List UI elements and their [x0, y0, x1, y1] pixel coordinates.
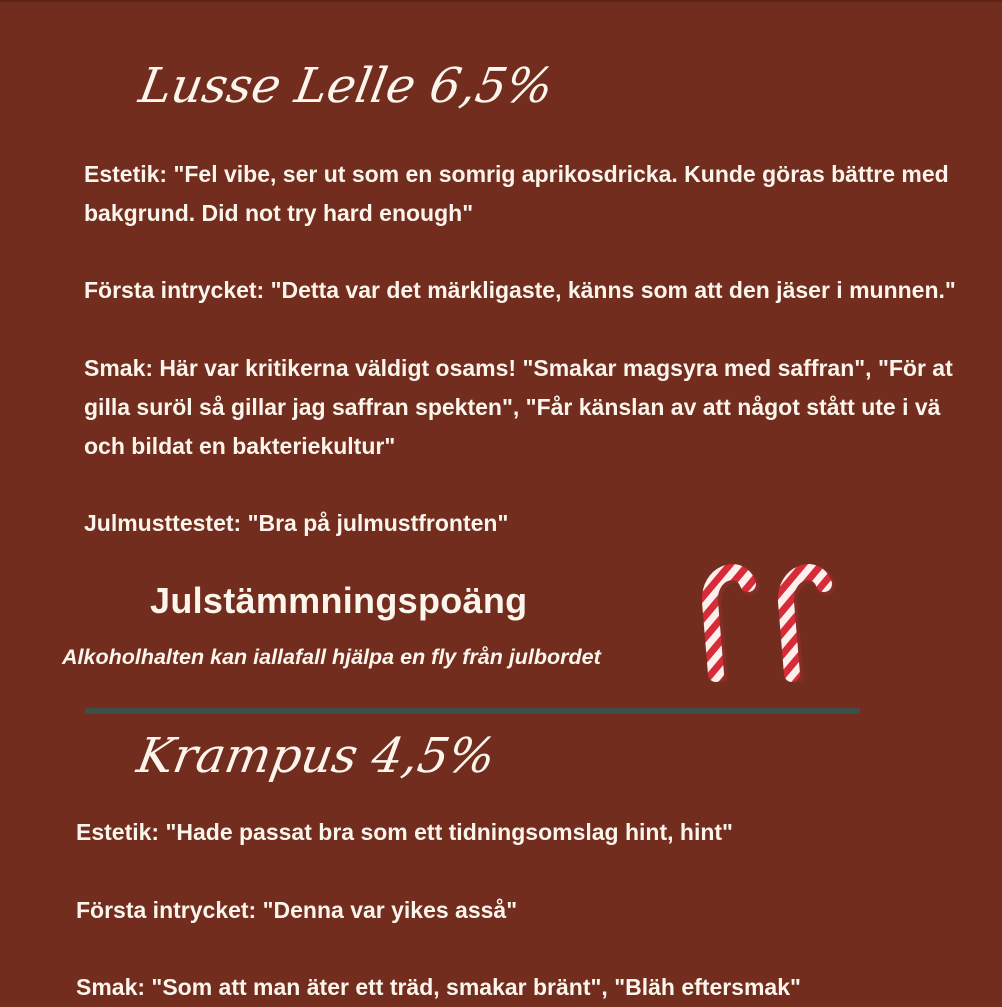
review-text-krampus: Estetik: "Hade passat bra som ett tidningsomslag hint, hint" Första intrycket: "Denna var yikes asså" Smak: "Som att man äter ett träd, smakar bränt", "Bläh eftersmak" — [76, 819, 801, 1001]
candy-cane-icon — [710, 572, 750, 676]
beer-title-krampus: Krampus 4,5% — [133, 728, 500, 784]
candy-cane-icon — [786, 572, 826, 676]
section-divider — [85, 708, 860, 714]
score-heading: Julstämmningspoäng — [150, 580, 528, 621]
score-candy-canes — [696, 556, 836, 682]
score-subtitle: Alkoholhalten kan iallafall hjälpa en fly från julbordet — [62, 645, 601, 669]
review-text-lusse-lelle: Estetik: "Fel vibe, ser ut som en somrig aprikosdricka. Kunde göras bättre med bakgrund. Did not try hard enough" Första intrycket: "Detta var det märkligaste, känns som att den jäser i munnen." Smak: Här var kritikerna väldigt osams! "Smakar magsyra med saffran", "För at gilla suröl så gillar jag saffran spekten", "Får känslan av att något stått ute i vä och bildat en bakteriekultur" Julmusttestet: "Bra på julmustfronten" — [84, 161, 956, 537]
beer-title-lusse-lelle: Lusse Lelle 6,5% — [135, 58, 558, 114]
